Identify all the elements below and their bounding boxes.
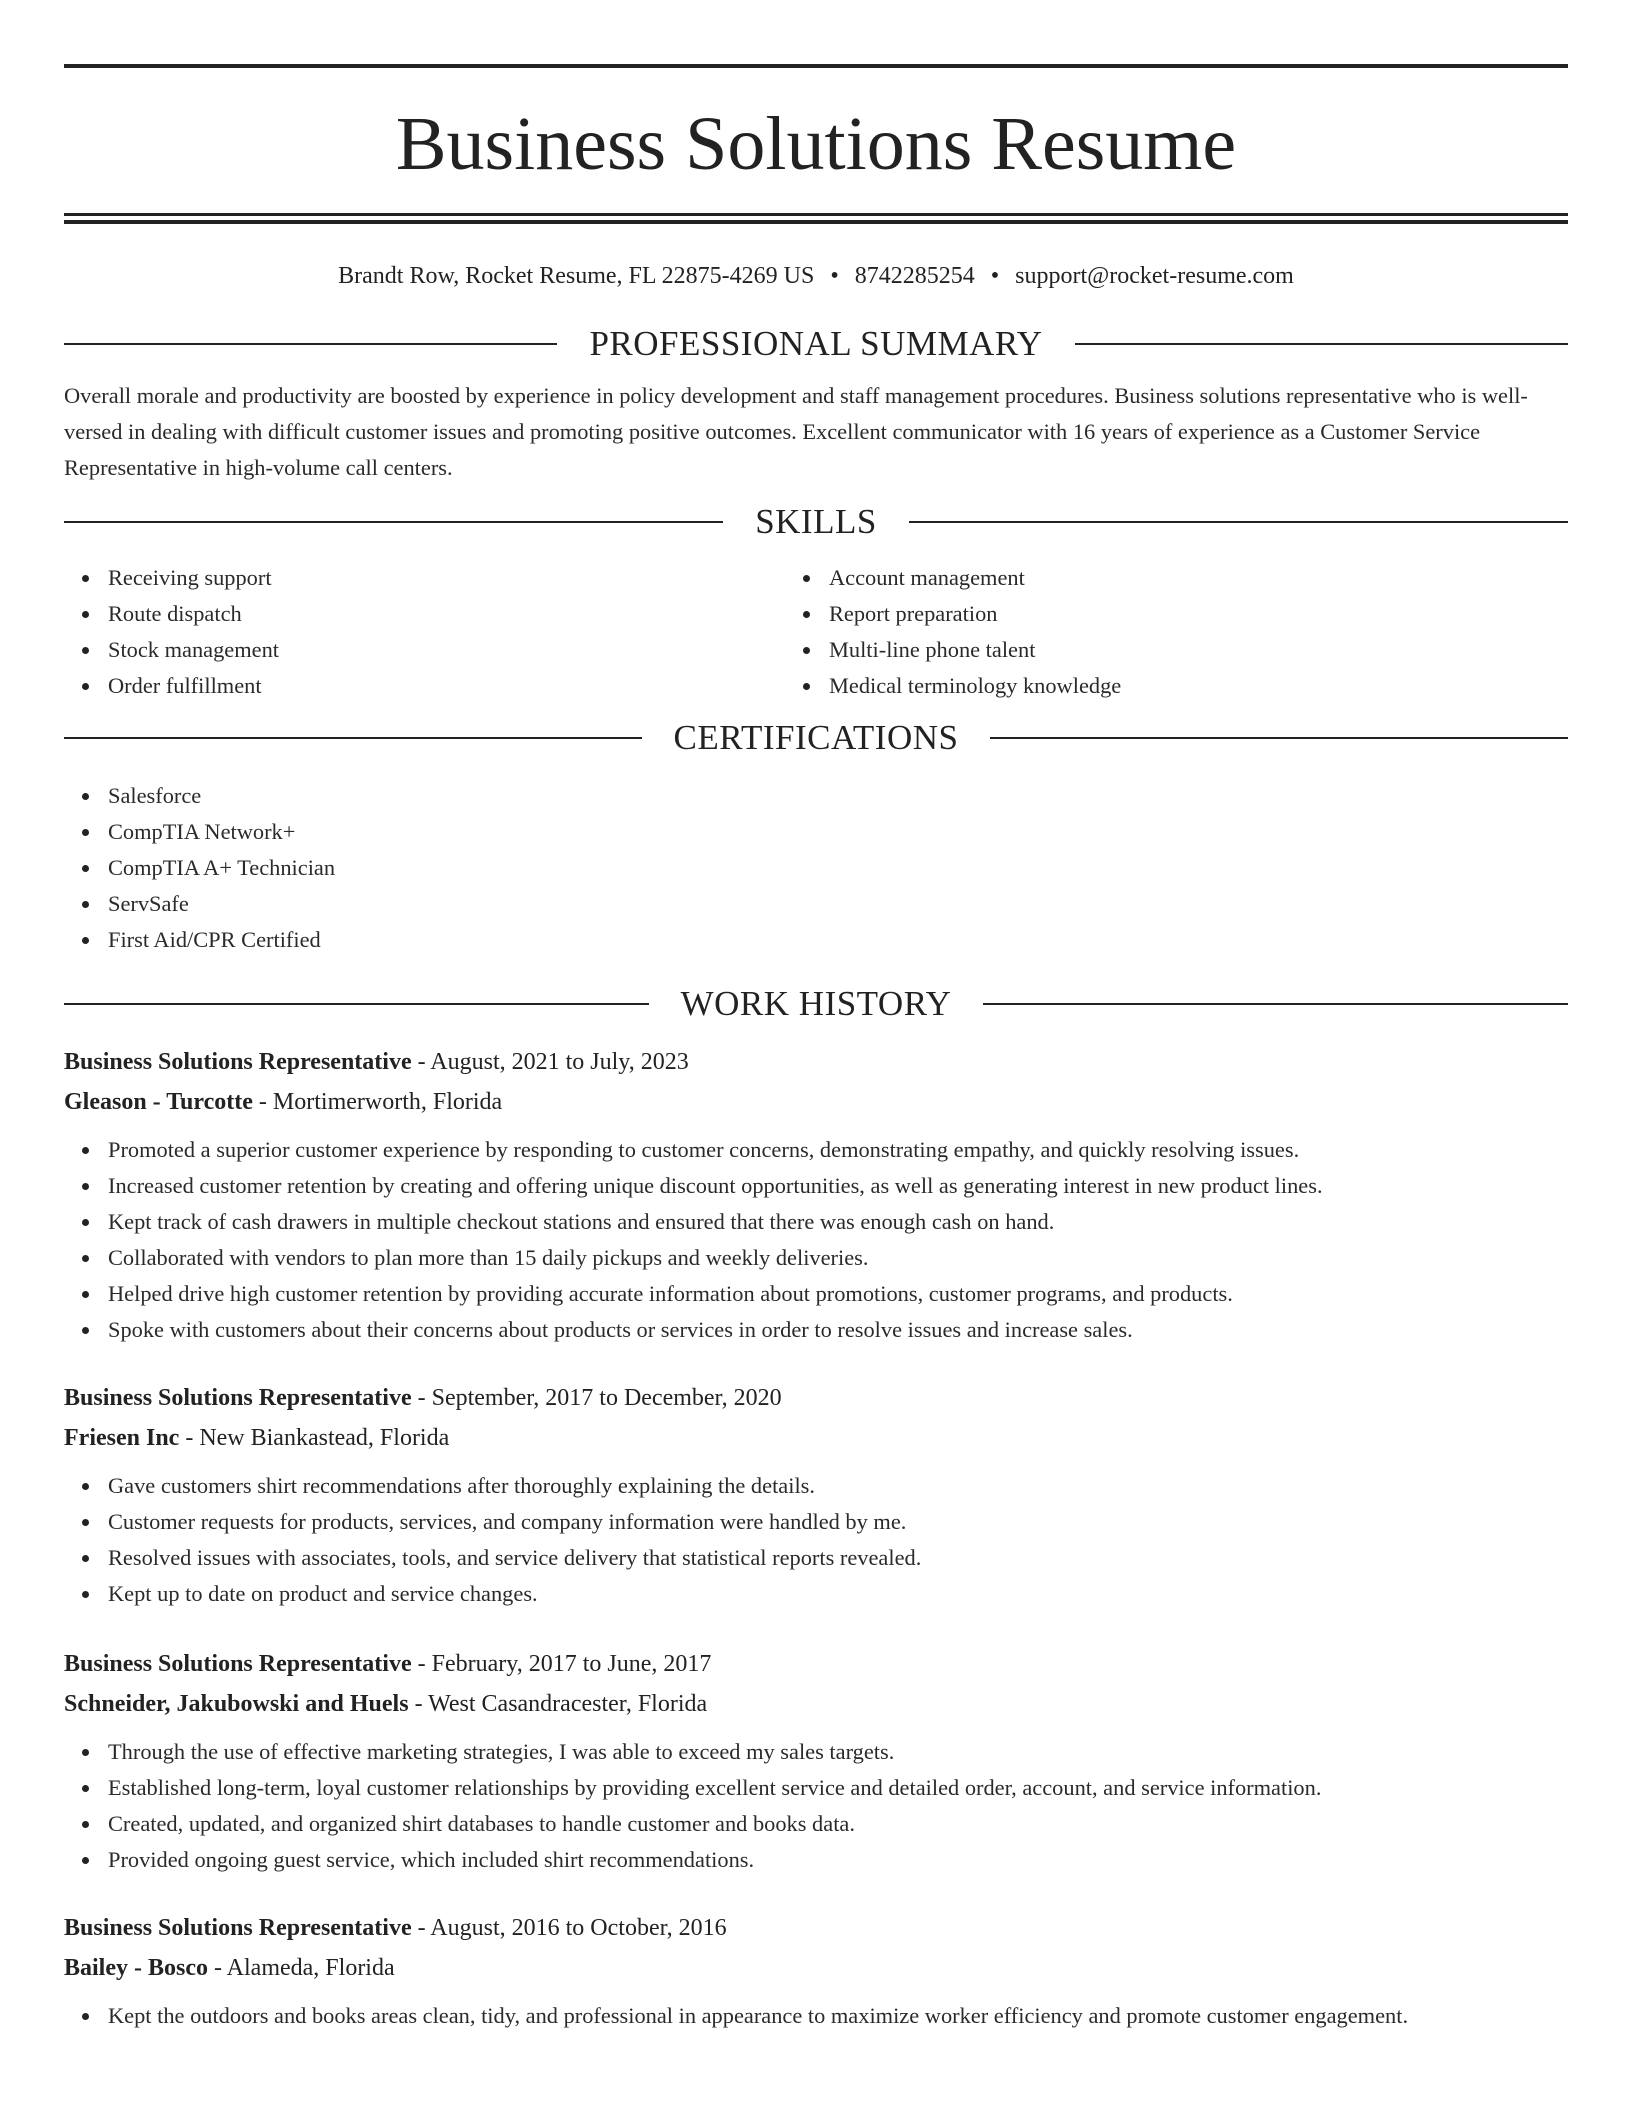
section-heading-summary bbox=[64, 324, 1568, 364]
job-company: Bailey - Bosco bbox=[64, 1955, 208, 1981]
job-company: Schneider, Jakubowski and Huels bbox=[64, 1691, 409, 1717]
job-title-line bbox=[64, 1644, 1568, 1684]
job-location: New Biankastead, Florida bbox=[199, 1425, 450, 1451]
job-company-line bbox=[64, 1082, 1568, 1122]
job-dates: February, 2017 to June, 2017 bbox=[431, 1651, 712, 1677]
job-dates: September, 2017 to December, 2020 bbox=[431, 1385, 782, 1411]
job-bullet: Collaborated with vendors to plan more than 15 daily pickups and weekly deliveries. bbox=[108, 1240, 1568, 1276]
job-bullet: Through the use of effective marketing strategies, I was able to exceed my sales targets. bbox=[108, 1734, 1568, 1770]
job-title-line bbox=[64, 1908, 1568, 1948]
job-bullet: Spoke with customers about their concerns about products or services in order to resolve issues and increase sales. bbox=[108, 1312, 1568, 1348]
job-bullets bbox=[64, 1132, 1568, 1348]
contact-phone: 8742285254 bbox=[854, 263, 975, 289]
job-title: Business Solutions Representative bbox=[64, 1385, 412, 1411]
job-bullet: Resolved issues with associates, tools, and service delivery that statistical reports revealed. bbox=[108, 1540, 1568, 1576]
job-title-line bbox=[64, 1042, 1568, 1082]
skill-item: Stock management bbox=[108, 632, 785, 668]
job-bullet: Gave customers shirt recommendations after thoroughly explaining the details. bbox=[108, 1468, 1568, 1504]
job-entry bbox=[64, 1644, 1568, 1878]
section-title-skills: SKILLS bbox=[755, 502, 877, 541]
job-title: Business Solutions Representative bbox=[64, 1651, 412, 1677]
job-location: Alameda, Florida bbox=[226, 1955, 395, 1981]
contact-separator: • bbox=[830, 263, 839, 289]
job-company-line bbox=[64, 1418, 1568, 1458]
certifications-list bbox=[64, 778, 1568, 958]
section-heading-certifications bbox=[64, 718, 1568, 758]
section-title-work-history: WORK HISTORY bbox=[680, 984, 952, 1023]
section-heading-skills bbox=[64, 502, 1568, 542]
contact-line bbox=[64, 264, 1568, 288]
job-title: Business Solutions Representative bbox=[64, 1915, 412, 1941]
job-bullets bbox=[64, 1998, 1568, 2034]
heading-rule-right bbox=[1075, 343, 1568, 345]
resume-title: Business Solutions Resume bbox=[395, 102, 1237, 186]
skill-item: Report preparation bbox=[829, 596, 1568, 632]
job-company: Friesen Inc bbox=[64, 1425, 180, 1451]
job-separator: - bbox=[411, 1651, 432, 1677]
section-title-summary: PROFESSIONAL SUMMARY bbox=[589, 324, 1043, 363]
job-location: Mortimerworth, Florida bbox=[272, 1089, 503, 1115]
contact-separator: • bbox=[990, 263, 1000, 289]
job-separator: - bbox=[411, 1385, 432, 1411]
job-entry bbox=[64, 1042, 1568, 1348]
job-company: Gleason - Turcotte bbox=[64, 1089, 253, 1115]
job-bullet: Provided ongoing guest service, which included shirt recommendations. bbox=[108, 1842, 1568, 1878]
resume-page bbox=[64, 0, 1568, 2034]
skills-column-left bbox=[64, 560, 785, 704]
heading-rule-right bbox=[983, 1003, 1568, 1005]
job-dates: August, 2021 to July, 2023 bbox=[430, 1049, 689, 1075]
skill-item: Multi-line phone talent bbox=[829, 632, 1568, 668]
job-title: Business Solutions Representative bbox=[64, 1049, 412, 1075]
job-entry bbox=[64, 1908, 1568, 2034]
heading-rule-right bbox=[909, 521, 1568, 523]
heading-rule-right bbox=[990, 737, 1568, 739]
job-separator: - bbox=[408, 1691, 429, 1717]
job-separator: - bbox=[252, 1089, 273, 1115]
skill-item: Order fulfillment bbox=[108, 668, 785, 704]
certification-item: First Aid/CPR Certified bbox=[108, 922, 1568, 958]
job-entry bbox=[64, 1378, 1568, 1612]
job-bullet: Kept the outdoors and books areas clean, tidy, and professional in appearance to maximize worker efficiency and promote customer engagement. bbox=[108, 1998, 1568, 2034]
skill-item: Account management bbox=[829, 560, 1568, 596]
job-bullet: Created, updated, and organized shirt databases to handle customer and books data. bbox=[108, 1806, 1568, 1842]
heading-rule-left bbox=[64, 1003, 649, 1005]
contact-address: Brandt Row, Rocket Resume, FL 22875-4269 US bbox=[338, 263, 815, 289]
summary-paragraph: Overall morale and productivity are boosted by experience in policy development and staff management procedures. Business solutions representative who is well-versed in dealing with difficult customer issues and promoting positive outcomes. Excellent communicator with 16 years of experience as a Customer Service Representative in high-volume call centers. bbox=[64, 383, 1528, 480]
job-separator: - bbox=[208, 1955, 227, 1981]
job-company-line bbox=[64, 1948, 1568, 1988]
skills-column-right bbox=[785, 560, 1568, 704]
job-location: West Casandracester, Florida bbox=[428, 1691, 708, 1717]
certification-item: Salesforce bbox=[108, 778, 1568, 814]
section-title-certifications: CERTIFICATIONS bbox=[673, 718, 959, 757]
job-separator: - bbox=[411, 1049, 431, 1075]
job-bullet: Promoted a superior customer experience by responding to customer concerns, demonstrating empathy, and quickly resolving issues. bbox=[108, 1132, 1568, 1168]
contact-email: support@rocket-resume.com bbox=[1015, 263, 1294, 289]
certification-item: ServSafe bbox=[108, 886, 1568, 922]
job-bullets bbox=[64, 1734, 1568, 1878]
job-bullet: Customer requests for products, services, and company information were handled by me. bbox=[108, 1504, 1568, 1540]
job-title-line bbox=[64, 1378, 1568, 1418]
section-heading-work-history bbox=[64, 984, 1568, 1024]
job-separator: - bbox=[411, 1915, 431, 1941]
job-bullet: Kept track of cash drawers in multiple checkout stations and ensured that there was enough cash on hand. bbox=[108, 1204, 1568, 1240]
job-separator: - bbox=[179, 1425, 200, 1451]
job-company-line bbox=[64, 1684, 1568, 1724]
certification-item: CompTIA A+ Technician bbox=[108, 850, 1568, 886]
job-dates: August, 2016 to October, 2016 bbox=[430, 1915, 727, 1941]
job-bullet: Increased customer retention by creating and offering unique discount opportunities, as well as generating interest in new product lines. bbox=[108, 1168, 1568, 1204]
job-bullets bbox=[64, 1468, 1568, 1612]
job-bullet: Helped drive high customer retention by providing accurate information about promotions, customer programs, and products. bbox=[108, 1276, 1568, 1312]
heading-rule-left bbox=[64, 343, 557, 345]
heading-rule-left bbox=[64, 737, 642, 739]
job-bullet: Kept up to date on product and service changes. bbox=[108, 1576, 1568, 1612]
heading-rule-left bbox=[64, 521, 723, 523]
skill-item: Receiving support bbox=[108, 560, 785, 596]
header-double-rule bbox=[64, 213, 1568, 224]
certification-item: CompTIA Network+ bbox=[108, 814, 1568, 850]
job-bullet: Established long-term, loyal customer relationships by providing excellent service and detailed order, account, and service information. bbox=[108, 1770, 1568, 1806]
skills-list bbox=[64, 560, 1568, 704]
header-top-rule bbox=[64, 64, 1568, 68]
skill-item: Route dispatch bbox=[108, 596, 785, 632]
skill-item: Medical terminology knowledge bbox=[829, 668, 1568, 704]
